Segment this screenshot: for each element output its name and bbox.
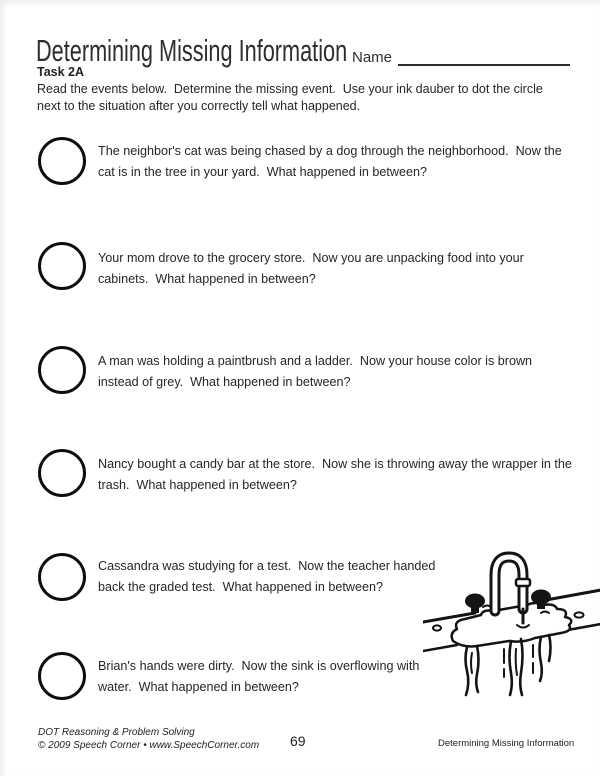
footer-copyright: © 2009 Speech Corner • www.SpeechCorner.com — [38, 739, 260, 751]
item-text-5: Cassandra was studying for a test. Now the teacher handed back the graded test. What happened in between? — [98, 559, 439, 594]
task-label: Task 2A — [37, 65, 85, 79]
name-label: Name — [352, 49, 393, 66]
name-field-block — [352, 48, 570, 66]
dauber-circle-1[interactable] — [38, 137, 86, 185]
dauber-circle-4[interactable] — [38, 449, 86, 497]
item-text-3: A man was holding a paintbrush and a ladder. Now your house color is brown instead of grey. What happened in between? — [98, 354, 536, 389]
page-number: 69 — [290, 733, 306, 749]
page-title-text: Determining Missing Information — [36, 33, 348, 68]
item-text-1: The neighbor's cat was being chased by a dog through the neighborhood. Now the cat is in the tree in your yard. What happened in between? — [98, 144, 566, 179]
item-text-2: Your mom drove to the grocery store. Now you are unpacking food into your cabinets. What happened in between? — [98, 251, 528, 286]
footer-worksheet-title: Determining Missing Information — [438, 738, 575, 749]
item-text-4: Nancy bought a candy bar at the store. Now she is throwing away the wrapper in the trash. What happened in between? — [98, 457, 576, 492]
dauber-circle-5[interactable] — [38, 553, 86, 601]
item-text-6: Brian's hands were dirty. Now the sink is overflowing with water. What happened in between? — [98, 659, 423, 694]
instructions-text: Read the events below. Determine the missing event. Use your ink dauber to dot the circle next to the situation after you correctly tell what happened. — [37, 82, 547, 113]
overflowing-sink-illustration — [423, 549, 600, 711]
footer-credit — [38, 727, 259, 752]
dauber-circle-6[interactable] — [38, 652, 86, 700]
dauber-circle-2[interactable] — [38, 242, 86, 290]
footer-series-title: DOT Reasoning & Problem Solving — [38, 727, 195, 738]
name-fill-line[interactable] — [398, 48, 570, 66]
dauber-circle-3[interactable] — [38, 346, 86, 394]
